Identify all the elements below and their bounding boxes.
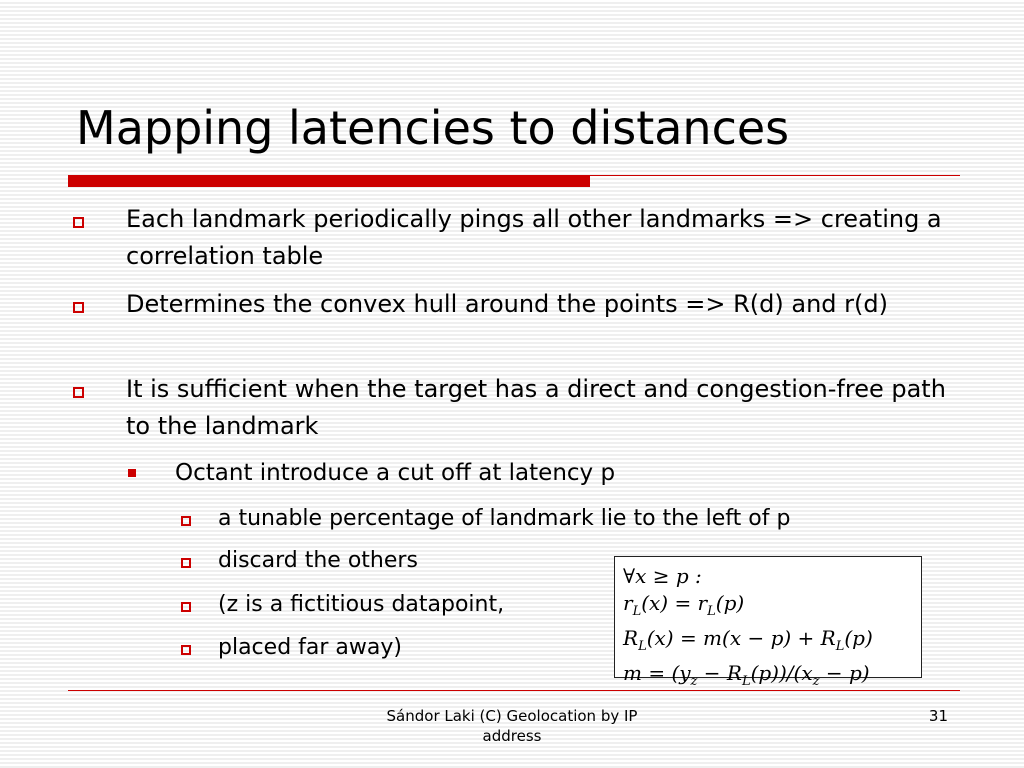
slide-title: Mapping latencies to distances <box>76 101 790 155</box>
bullet-item <box>126 371 956 445</box>
hollow-square-bullet-icon <box>181 558 191 568</box>
formula-line: $r_L(x) = r_L(p)$ <box>623 591 745 619</box>
hollow-square-bullet-icon <box>73 387 84 398</box>
hollow-square-bullet-icon <box>181 645 191 655</box>
bullet-item <box>126 286 956 323</box>
sub-bullet-item <box>175 456 935 490</box>
bullet-text: discard the others <box>218 548 418 573</box>
bullet-item <box>126 201 956 275</box>
footer-text: Sándor Laki (C) Geolocation by IP address <box>386 707 638 745</box>
hollow-square-bullet-icon <box>73 302 84 313</box>
formula-line: $R_L(x) = m(x - p) + R_L(p)$ <box>623 626 873 654</box>
footer-divider <box>68 690 960 691</box>
bullet-text: (z is a fictitious datapoint, <box>218 592 505 617</box>
title-underline-thin <box>590 175 960 176</box>
bullet-text: Determines the convex hull around the points => R(d) and r(d) <box>126 290 888 318</box>
page-number: 31 <box>928 707 948 725</box>
hollow-square-bullet-icon <box>73 217 84 228</box>
bullet-text: placed far away) <box>218 635 402 660</box>
bullet-text: Octant introduce a cut off at latency p <box>175 460 616 486</box>
bullet-text: It is sufficient when the target has a direct and congestion-free path to the landmark <box>126 375 946 440</box>
bullet-text: a tunable percentage of landmark lie to the left of p <box>218 506 791 531</box>
sub-sub-bullet-item <box>218 504 958 534</box>
hollow-square-bullet-icon <box>181 602 191 612</box>
formula-line: $m = (y_z - R_L(p))/(x_z - p)$ <box>623 661 870 689</box>
title-underline-thick <box>68 175 590 187</box>
filled-square-bullet-icon <box>128 469 136 477</box>
formula-line: ∀x ≥ p : <box>623 564 702 588</box>
hollow-square-bullet-icon <box>181 516 191 526</box>
bullet-text: Each landmark periodically pings all other landmarks => creating a correlation table <box>126 205 942 270</box>
formula-box <box>614 556 922 689</box>
